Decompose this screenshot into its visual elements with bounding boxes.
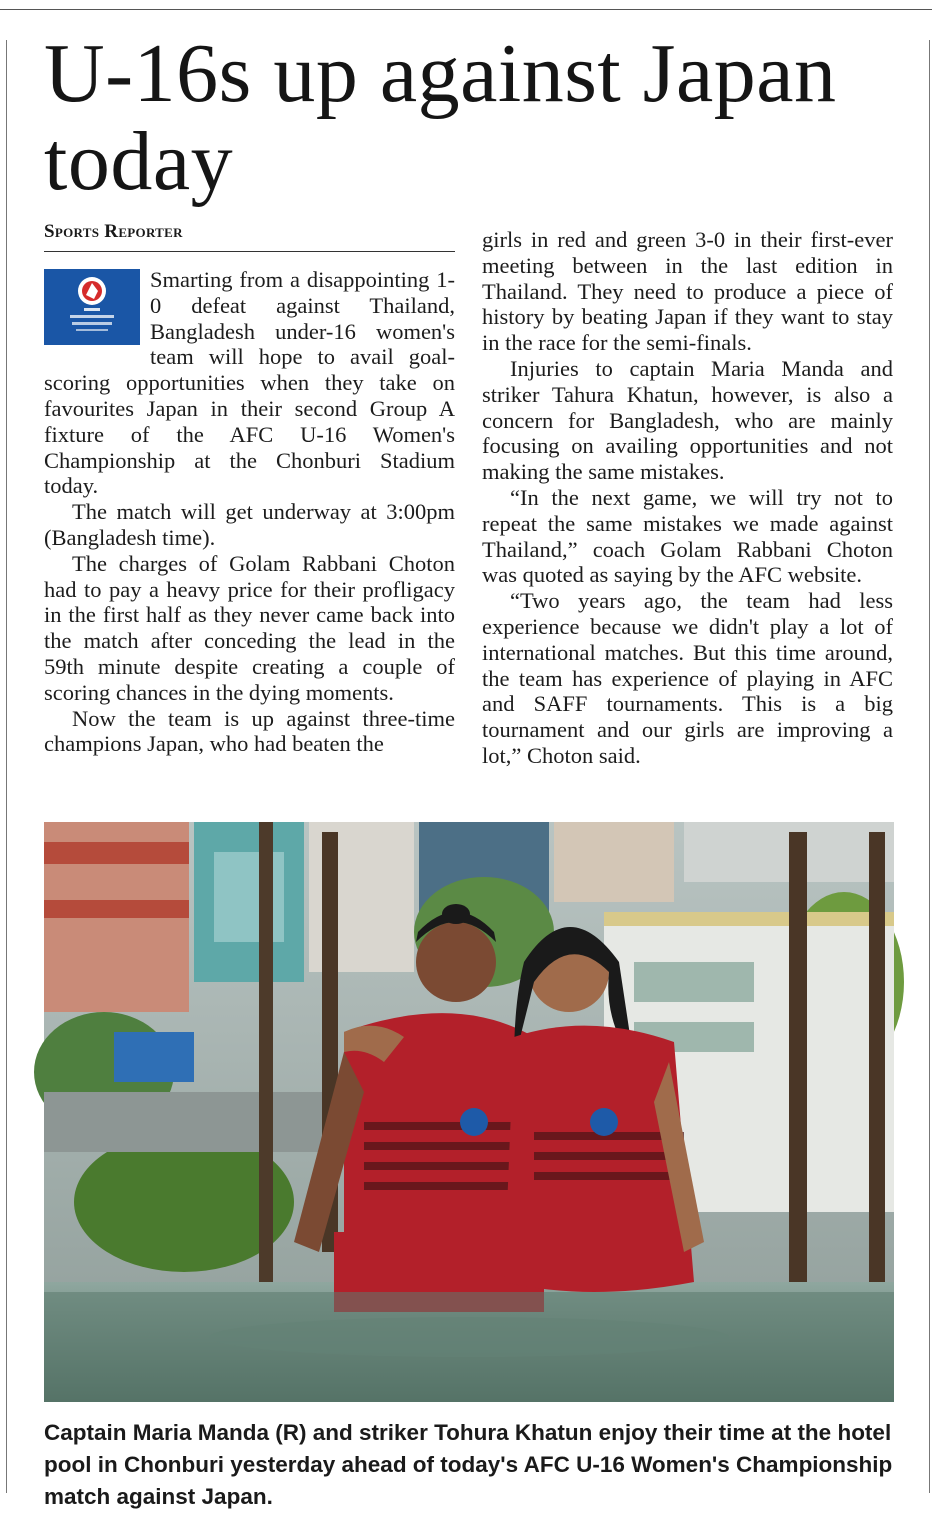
article-column-1 [44,267,455,757]
paragraph: Injuries to captain Maria Manda and striker Tahura Khatun, however, is also a concern for Bangladesh, who are mainly focusing on availing opportunities and not making the same mistakes. [482,355,893,485]
paragraph: “In the next game, we will try not to repeat the same mistakes we made against Thailand,” coach Golam Rabbani Choton was quoted as saying by the AFC website. [482,484,893,588]
page-right-rule [929,40,930,1493]
paragraph: The charges of Golam Rabbani Choton had to pay a heavy price for their profligacy in the first half as they never came back into the match after conceding the lead in the 59th minute despite creating a couple of scoring chances in the dying moments. [44,550,455,705]
paragraph: girls in red and green 3-0 in their first-ever meeting between in the last edition in Thailand. They need to produce a piece of history by beating Japan if they want to stay in the race for the semi-finals. [482,227,893,356]
paragraph: The match will get underway at 3:00pm (Bangladesh time). [44,499,455,550]
paragraph: Smarting from a disappointing 1-0 defeat against Thailand, Bangladesh under-16 women's team will hope to avail goal-scoring opportunities when they take on favourites Japan in their second Group A fixture of the AFC U-16 Women's Championship at the Chonburi Stadium today. [44,267,455,499]
article-headline: U-16s up against Japan today [44,27,837,208]
page-top-rule [0,9,932,10]
article-byline: Sports Reporter [44,221,455,252]
paragraph: “Two years ago, the team had less experience because we didn't play a lot of international matches. But this time around, the team has experience of playing in AFC and SAFF tournaments. This is a big tournament and our girls are improving a lot,” Choton said. [482,588,893,768]
afc-championship-logo-icon [44,269,140,345]
page-left-rule [6,40,7,1493]
players-in-pool-photo [44,822,894,1402]
photo-caption: Captain Maria Manda (R) and striker Tohura Khatun enjoy their time at the hotel pool in Chonburi yesterday ahead of today's AFC U-16 Women's Championship match against Japan. [44,1420,893,1509]
paragraph: Now the team is up against three-time champions Japan, who had beaten the [44,705,455,757]
article-column-2 [482,227,893,769]
